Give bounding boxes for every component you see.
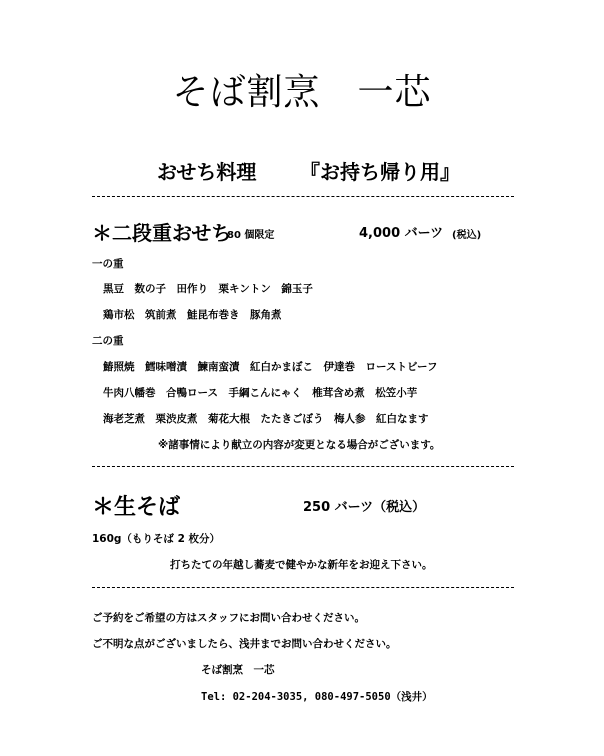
soba-price: 250 バーツ（税込） [303, 500, 426, 515]
reservation-text: ご予約をご希望の方はスタッフにお問い合わせください。 [92, 612, 365, 624]
divider [92, 196, 514, 197]
shop-title: そば割烹 一芯 [172, 72, 432, 113]
osechi-price: 4,000 バーツ [359, 226, 444, 241]
tier1-line: 黒豆 数の子 田作り 栗キントン 錦玉子 [103, 283, 313, 295]
phone-numbers: Tel: 02-204-3035, 080-497-5050（浅井） [201, 691, 433, 703]
osechi-heading: ＊二段重おせち [92, 221, 232, 245]
osechi-tax: (税込) [452, 230, 482, 241]
tier2-line: 海老芝煮 栗渋皮煮 菊花大根 たたきごぼう 梅人参 紅白なます [103, 413, 429, 425]
subtitle-takeout: 『お持ち帰り用』 [300, 160, 460, 184]
tier1-label: 一の重 [92, 258, 124, 270]
soba-portion: 160g（もりそば 2 枚分） [92, 533, 221, 545]
tier1-line: 鶏市松 筑前煮 鮭昆布巻き 豚角煮 [103, 309, 282, 321]
tier2-line: 牛肉八幡巻 合鴨ロース 手綱こんにゃく 椎茸含め煮 松笠小芋 [103, 387, 418, 399]
soba-heading: ＊生そば [92, 495, 181, 520]
menu-change-note: ※諸事情により献立の内容が変更となる場合がございます。 [158, 439, 441, 451]
divider [92, 466, 514, 467]
inquiry-text: ご不明な点がございましたら、浅井までお問い合わせください。 [92, 638, 397, 650]
tier2-label: 二の重 [92, 335, 124, 347]
soba-message: 打ちたての年越し蕎麦で健やかな新年をお迎え下さい。 [170, 559, 433, 571]
subtitle-osechi: おせち料理 [157, 160, 257, 184]
tier2-line: 鰆照焼 鱈味噌漬 鰊南蛮漬 紅白かまぼこ 伊達巻 ローストビーフ [103, 361, 438, 373]
osechi-limit: 80 個限定 [227, 230, 275, 241]
divider [92, 587, 514, 588]
shop-name: そば割烹 一芯 [201, 664, 275, 676]
